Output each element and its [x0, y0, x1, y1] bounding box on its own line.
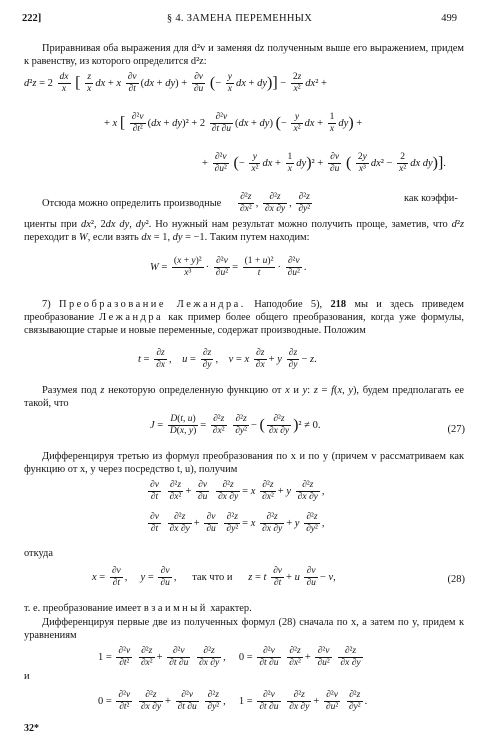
equation-diff-x: $\frac{\partial v}{\partial t}$ $\frac{\text{∂²z}}{\text{∂x²}}$ + $\frac{\partial v}{\partial u}$ $\frac{\text{∂²z}}{\partial x \partial y}$ = x $\frac{\text{∂²z}}{\text{∂x²}}$ + y $\frac{\text{∂²z}}{\partial x \partial y}$ ,: [150, 480, 325, 502]
equation-system-2: 0 = $\frac{\text{∂²v}}{\text{∂t²}}$ $\frac{\text{∂²z}}{\partial x \partial y}$ + $\frac{\text{∂²v}}{\partial t \partial u}$ $\frac{\text{∂²z}}{\text{∂y²}}$ , 1 = $\frac{\text{∂²v}}{\partial t \partial u}$ $\frac{\text{∂²z}}{\partial x \partial y}$ + $\frac{\text{∂²v}}{\text{∂u²}}$ $\frac{\text{∂²z}}{\text{∂y²}}$ .: [98, 690, 368, 712]
eq28-connector: так что и: [192, 571, 233, 583]
otkuda-word: откуда: [24, 548, 53, 559]
equation-28: x = $\frac{\partial v}{\partial t}$ , y = $\frac{\partial v}{\partial u}$ , так что и z = t $\frac{\partial v}{\partial t}$ + u $\frac{\partial v}{\partial u}$ − v,: [92, 566, 336, 588]
page-number: 499: [441, 13, 457, 24]
equation-W: W = $\frac{\text{(x + y)²}}{\text{x³}}$ · $\frac{\text{∂²v}}{\text{∂u²}}$ = $\frac{\text{(1 + u)²}}{t}$ · $\frac{\text{∂²v}}{\text{∂u²}}$ .: [150, 256, 307, 278]
running-title: § 4. ЗАМЕНА ПЕРЕМЕННЫХ: [166, 13, 313, 24]
equation-system-1: 1 = $\frac{\text{∂²v}}{\text{∂t²}}$ $\frac{\text{∂²z}}{\text{∂x²}}$ + $\frac{\text{∂²v}}{\partial t \partial u}$ $\frac{\text{∂²z}}{\partial x \partial y}$ , 0 = $\frac{\text{∂²v}}{\partial t \partial u}$ $\frac{\text{∂²z}}{\text{∂x²}}$ + $\frac{\text{∂²v}}{\text{∂u²}}$ $\frac{\text{∂²z}}{\partial x \partial y}$: [98, 646, 361, 668]
running-header: [22, 13, 457, 29]
paragraph-2-lead: Отсюда можно определить производные: [42, 197, 222, 209]
equation-d2z-line2: + x [ $\frac{\text{∂²v}}{\text{∂t²}}$ (dx + dy)² + 2 $\frac{\text{∂²v}}{\partial t \partial u}$ (dx + dy) (− $\frac{y}{\text{x²}}$ dx + $\frac{1}{x}$ dy) +: [104, 112, 363, 134]
paragraph-2: циенты при dx², 2dx dy, dy². Но нужный нам результат можно получить проще, заметив, что d²z переходит в W, если взять dx = 1, dy = −1. Таким путем находим:: [24, 219, 465, 244]
and-word: и: [24, 671, 30, 682]
equation-27: J = $\frac{D(t, u)}{D(x, y)}$ = $\frac{\text{∂²z}}{\text{∂x²}}$ $\frac{\text{∂²z}}{\text{∂y²}}$ − ( $\frac{\text{∂²z}}{\partial x \partial y}$ )² ≠ 0.: [150, 414, 321, 436]
signature-mark: 32*: [24, 723, 39, 734]
equation-diff-y: $\frac{\partial v}{\partial t}$ $\frac{\text{∂²z}}{\partial x \partial y}$ + $\frac{\partial v}{\partial u}$ $\frac{\text{∂²z}}{\text{∂y²}}$ = x $\frac{\text{∂²z}}{\partial x \partial y}$ + y $\frac{\text{∂²z}}{\text{∂y²}}$ ,: [150, 512, 325, 534]
equation-legendre-def: t = $\frac{\partial z}{\partial x}$ , u = $\frac{\partial z}{\partial y}$ , v = x $\frac{\partial z}{\partial x}$ + y $\frac{\partial z}{\partial y}$ − z.: [138, 348, 317, 370]
equation-d2z-line3: + $\frac{\text{∂²v}}{\text{∂u²}}$ (− $\frac{y}{\text{x²}}$ dx + $\frac{1}{x}$ dy)² + $\frac{\partial v}{\partial u}$ ( $\frac{2y}{\text{x³}}$ dx² − $\frac{2}{\text{x²}}$ dx dy)].: [202, 152, 446, 174]
paragraph-4: Дифференцируя третью из формул преобразования по x и по y (причем v рассматриваем как функцию от x, y через посредство t, u), получим: [24, 451, 464, 476]
paragraph-2-line1: Отсюда можно определить производные $\frac{\text{∂²z}}{\text{∂x²}}$ , $\frac{\text{∂²z}}{\partial x \partial y}$ , $\frac{\text{∂²z}}{\text{∂y²}}$: [42, 192, 311, 214]
paragraph-3: Разумея под z некоторую определенную функцию от x и y: z = f(x, y), будем предполагать ее такой, что: [24, 385, 464, 410]
equation-28-number: (28): [447, 574, 465, 585]
paragraph-2-kak: как коэффи-: [404, 193, 458, 204]
equation-27-number: (27): [447, 424, 465, 435]
equation-d2z-line1: d²z = 2 $\frac{dx}{x}$ [ $\frac{z}{x}$ dx + x $\frac{\partial v}{\partial t}$ (dx + dy) + $\frac{\partial v}{\partial u}$ (− $\frac{y}{x}$ dx + dy)] − $\frac{2z}{\text{x²}}$ dx² +: [24, 72, 327, 94]
item-7: 7) Преобразование Лежандра. Наподобие 5), 218 мы и здесь приведем преобразование Лежандра как пример более общего преобразования, когда уже формулы, связывающие старые и новые переменные, содержат производные. Положим: [24, 299, 464, 337]
paragraph-6: Дифференцируя первые две из полученных формул (28) сначала по x, а затем по y, придем к уравнениям: [24, 617, 464, 642]
paragraph-1: Приравнивая оба выражения для d²v и заменяя dz полученным выше его выражением, придем к равенству, из которого определится d²z:: [24, 43, 464, 68]
paragraph-5: т. е. преобразование имеет взаимный характер.: [24, 603, 252, 614]
section-number: 222]: [22, 13, 42, 24]
